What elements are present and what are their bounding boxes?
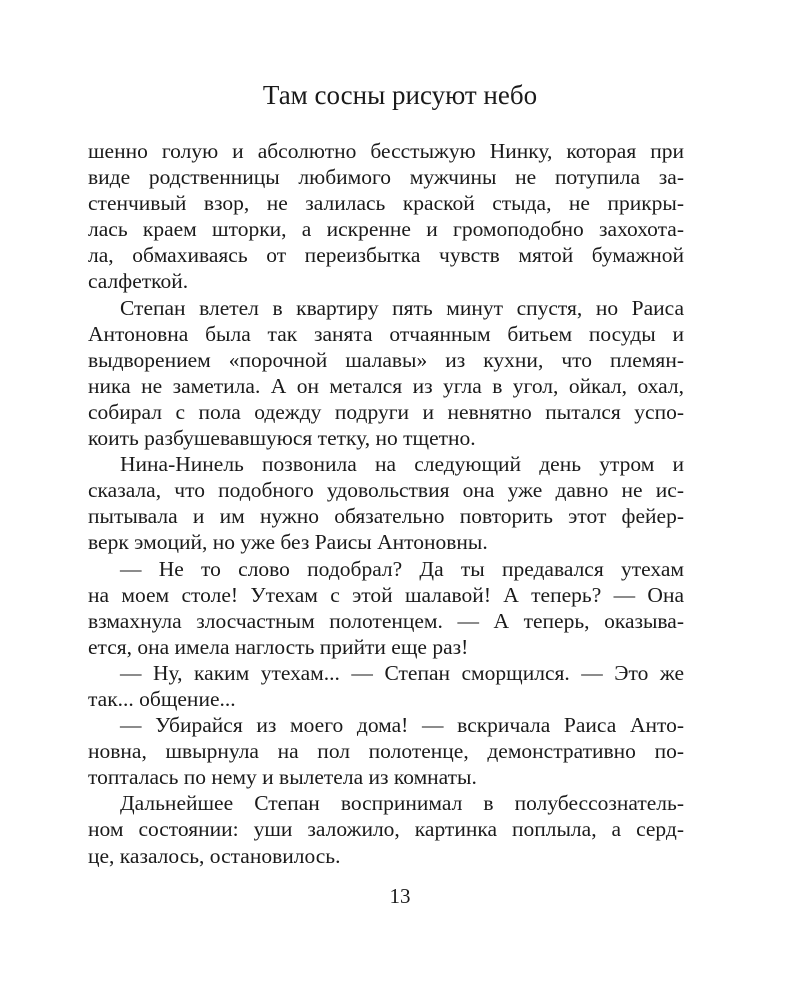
text-line: сказала, что подобного удовольствия она уже давно не ис- bbox=[88, 478, 684, 503]
text-line: ном состоянии: уши заложило, картинка поплыла, а серд- bbox=[88, 817, 684, 842]
text-line: — Убирайся из моего дома! — вскричала Раиса Анто- bbox=[120, 713, 684, 738]
text-line: выдворением «порочной шалавы» из кухни, что племян- bbox=[88, 347, 684, 372]
text-line: Дальнейшее Степан воспринимал в полубессознатель- bbox=[120, 791, 684, 816]
text-line: лась краем шторки, а искренне и громоподобно захохота- bbox=[88, 217, 684, 242]
text-line: шенно голую и абсолютно бесстыжую Нинку, которая при bbox=[88, 139, 684, 163]
text-line: — Ну, каким утехам... — Степан сморщился. — Это же bbox=[120, 660, 684, 685]
text-line: стенчивый взор, не залилась краской стыда, не прикры- bbox=[88, 191, 684, 216]
text-line: собирал с пола одежду подруги и невнятно пытался успо- bbox=[88, 399, 684, 424]
text-line: топталась по нему и вылетела из комнаты. bbox=[88, 765, 477, 790]
text-line: — Не то слово подобрал? Да ты предавался утехам bbox=[120, 556, 684, 581]
text-line: Антоновна была так занята отчаянным битьем посуды и bbox=[88, 321, 684, 346]
text-line: на моем столе! Утехам с этой шалавой! А теперь? — Она bbox=[88, 582, 684, 607]
text-line: взмахнула злосчастным полотенцем. — А теперь, оказыва- bbox=[88, 608, 684, 633]
text-line: новна, швырнула на пол полотенце, демонстративно по- bbox=[88, 739, 684, 764]
text-line: ется, она имела наглость прийти еще раз! bbox=[88, 634, 469, 659]
text-line: верк эмоций, но уже без Раисы Антоновны. bbox=[88, 530, 488, 555]
text-line: виде родственницы любимого мужчины не потупила за- bbox=[88, 165, 684, 190]
text-line: Степан влетел в квартиру пять минут спустя, но Раиса bbox=[120, 295, 684, 320]
text-line: це, казалось, остановилось. bbox=[88, 843, 341, 868]
page-title: Там сосны рисуют небо bbox=[262, 80, 538, 110]
text-line: коить разбушевавшуюся тетку, но тщетно. bbox=[88, 426, 476, 451]
body-text bbox=[88, 138, 684, 869]
page-number: 13 bbox=[389, 884, 411, 908]
text-line: ла, обмахиваясь от переизбытка чувств мятой бумажной bbox=[88, 243, 684, 268]
text-line: пытывала и им нужно обязательно повторить этот фейер- bbox=[88, 504, 684, 529]
text-line: Нина-Нинель позвонила на следующий день утром и bbox=[120, 452, 684, 477]
text-line: ника не заметила. А он метался из угла в угол, ойкал, охал, bbox=[88, 373, 684, 398]
text-line: так... общение... bbox=[88, 686, 236, 711]
text-line: салфеткой. bbox=[88, 269, 189, 294]
